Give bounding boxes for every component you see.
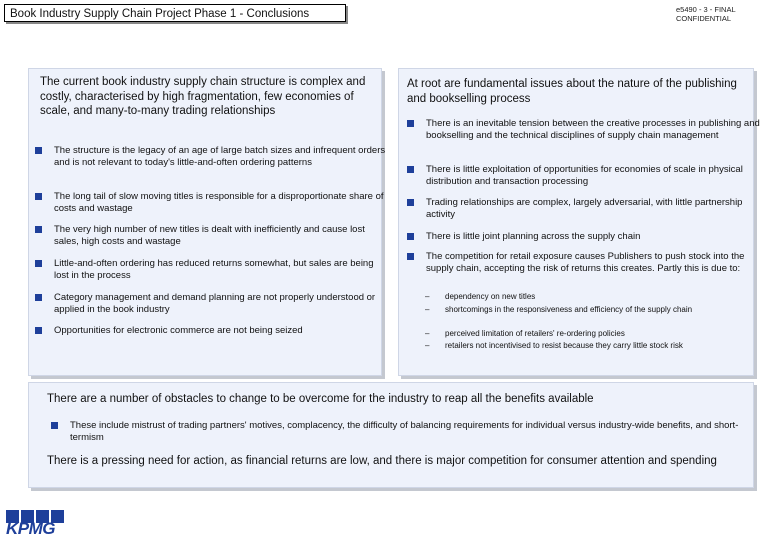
square-bullet-icon <box>51 422 58 429</box>
sub-bullet-text: retailers not incentivised to resist because they carry little stock risk <box>445 341 683 350</box>
list-item <box>409 305 775 315</box>
list-item <box>33 145 394 169</box>
left-panel <box>28 68 386 376</box>
list-item <box>33 224 384 248</box>
square-bullet-icon <box>407 253 414 260</box>
list-item <box>405 197 756 221</box>
list-item <box>409 341 775 351</box>
bullet-text: The very high number of new titles is dealt with inefficiently and cause lost sales, high costs and wastage <box>54 224 365 247</box>
square-bullet-icon <box>35 294 42 301</box>
list-item <box>33 258 384 282</box>
list-item <box>49 420 770 444</box>
list-item <box>33 191 384 215</box>
bullet-text: There is little exploitation of opportunities for economies of scale in physical distribution and transaction processing <box>426 164 743 187</box>
square-bullet-icon <box>35 327 42 334</box>
square-bullet-icon <box>35 147 42 154</box>
list-item <box>409 292 745 302</box>
bullet-text: The competition for retail exposure causes Publishers to push stock into the supply chain, accepting the risk of returns this creates. Partly this is due to: <box>426 251 745 274</box>
sub-bullet-text: shortcomings in the responsiveness and efficiency of the supply chain <box>445 305 693 314</box>
kpmg-logo <box>6 510 66 536</box>
bullet-text: Little-and-often ordering has reduced returns somewhat, but sales are being lost in the process <box>54 258 374 281</box>
dash-bullet: – <box>425 305 430 314</box>
sub-bullet-text: dependency on new titles <box>445 292 536 301</box>
square-bullet-icon <box>35 193 42 200</box>
reference-code: e5490 - 3 - FINAL <box>676 5 736 14</box>
square-bullet-icon <box>407 166 414 173</box>
list-item <box>405 118 770 142</box>
bullet-text: There is little joint planning across the supply chain <box>426 231 641 242</box>
bullet-text: Category management and demand planning are not properly understood or applied in the book industry <box>54 292 376 315</box>
square-bullet-icon <box>407 120 414 127</box>
document-reference <box>676 5 766 23</box>
dash-bullet: – <box>425 292 430 301</box>
left-heading: The current book industry supply chain structure is complex and costly, characterised by high fragmentation, few economies of scale, and many-to-many trading relationships <box>40 76 366 117</box>
square-bullet-icon <box>35 260 42 267</box>
bottom-panel <box>28 382 754 488</box>
bullet-text: The long tail of slow moving titles is responsible for a disproportionate share of costs and wastage <box>54 191 384 214</box>
list-item <box>33 325 394 337</box>
right-panel <box>398 68 760 376</box>
sub-bullet-text: perceived limitation of retailers' re-ordering policies <box>445 329 625 338</box>
list-item <box>409 329 745 339</box>
right-heading: At root are fundamental issues about the nature of the publishing and bookselling process <box>407 78 737 105</box>
dash-bullet: – <box>425 329 430 338</box>
square-bullet-icon <box>35 226 42 233</box>
list-item <box>405 164 770 188</box>
list-item <box>405 231 756 243</box>
obstacles-heading: There are a number of obstacles to change to be overcome for the industry to reap all the benefits available <box>47 393 594 405</box>
page-title: Book Industry Supply Chain Project Phase 1 - Conclusions <box>4 4 346 22</box>
list-item <box>405 251 746 275</box>
bullet-text: There is an inevitable tension between the creative processes in publishing and bookselling and the technical disciplines of supply chain management <box>426 118 760 141</box>
bullet-text: Trading relationships are complex, largely adversarial, with little partnership activity <box>426 197 743 220</box>
dash-bullet: – <box>425 341 430 350</box>
bullet-text: Opportunities for electronic commerce are not being seized <box>54 325 303 336</box>
square-bullet-icon <box>407 199 414 206</box>
confidential-label: CONFIDENTIAL <box>676 14 732 23</box>
list-item <box>33 292 394 316</box>
logo-wordmark: KPMG <box>6 519 55 538</box>
bullet-text: These include mistrust of trading partners' motives, complacency, the difficulty of balancing requirements for individual versus industry-wide benefits, and short-termism <box>70 420 739 443</box>
action-heading: There is a pressing need for action, as financial returns are low, and there is major competition for consumer attention and spending <box>47 455 717 467</box>
square-bullet-icon <box>407 233 414 240</box>
bullet-text: The structure is the legacy of an age of large batch sizes and infrequent orders and is not relevant to today's little-and-often ordering patterns <box>54 145 386 168</box>
